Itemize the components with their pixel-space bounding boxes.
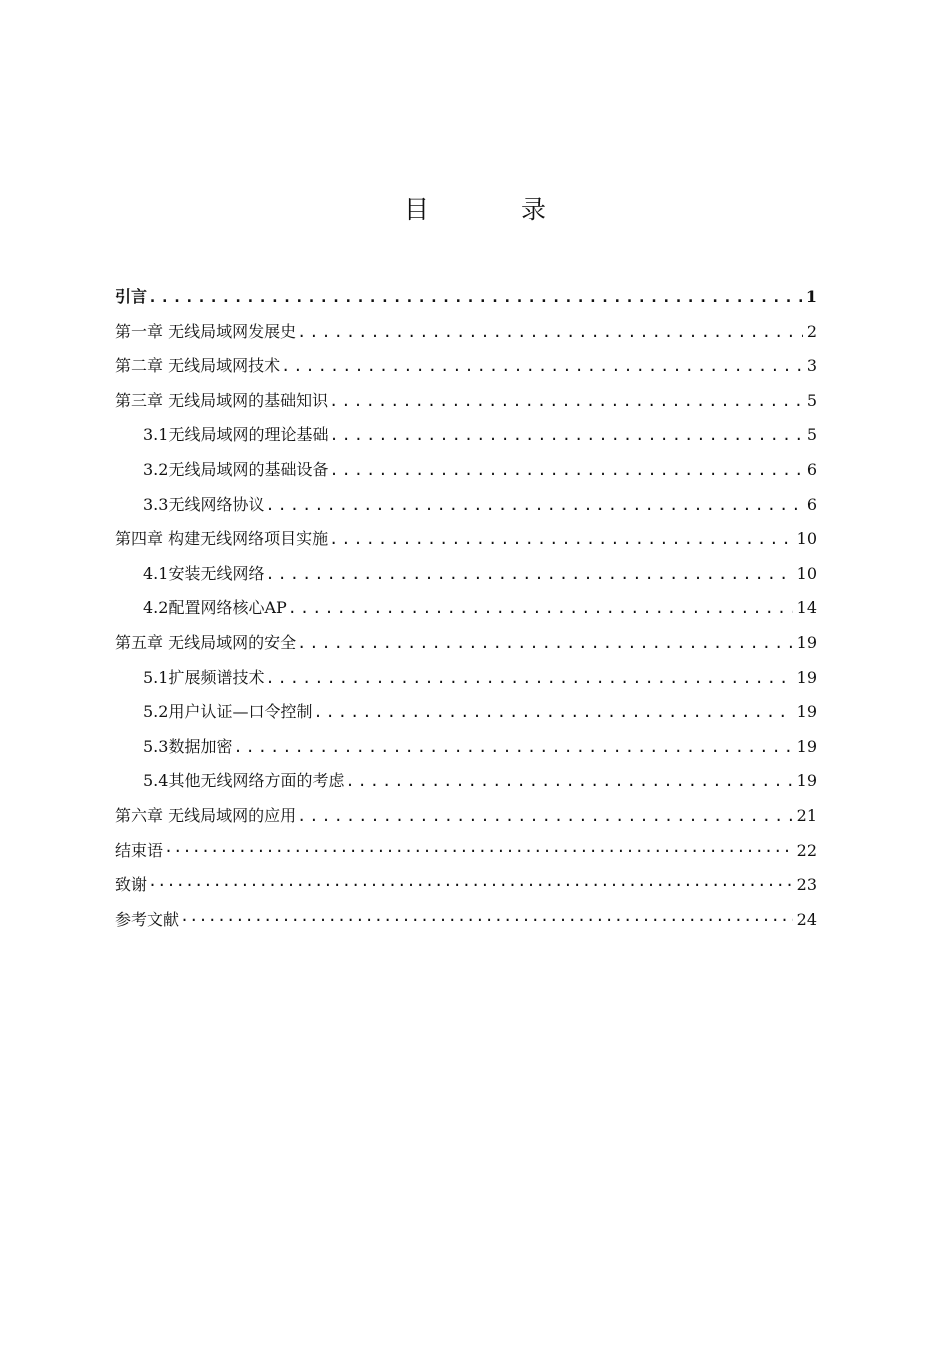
- toc-entry-page-number: 21: [796, 805, 817, 825]
- toc-entry-page-number: 2: [806, 321, 817, 341]
- toc-entry-label: 第五章 无线局域网的安全: [115, 632, 297, 652]
- toc-dot-leader: [329, 522, 793, 557]
- toc-entry-label: 3.3无线网络协议: [143, 494, 265, 514]
- toc-entry-label: 5.3数据加密: [143, 736, 233, 756]
- toc-dot-leader: [297, 799, 793, 834]
- toc-entry-page-number: 19: [796, 736, 817, 756]
- toc-entry[interactable]: [115, 557, 817, 592]
- toc-dot-leader: [329, 384, 803, 419]
- toc-entry-label: 3.2无线局域网的基础设备: [143, 459, 329, 479]
- toc-dot-leader: [288, 591, 793, 626]
- toc-entry-label: 5.2用户认证—口令控制: [143, 702, 313, 722]
- toc-entry[interactable]: [115, 453, 817, 488]
- toc-entry[interactable]: [115, 695, 817, 730]
- toc-entry-label: 致谢: [115, 875, 148, 895]
- toc-entry[interactable]: [115, 661, 817, 696]
- toc-dot-leader: [265, 661, 792, 696]
- toc-entry[interactable]: [115, 522, 817, 557]
- toc-entry-page-number: 10: [796, 563, 817, 583]
- toc-entry[interactable]: [115, 384, 817, 419]
- toc-dot-leader: [148, 280, 802, 315]
- toc-entry-label: 第四章 构建无线网络项目实施: [115, 529, 329, 549]
- toc-dot-leader: [281, 349, 803, 384]
- toc-entry[interactable]: [115, 488, 817, 523]
- toc-dot-leader: [164, 834, 793, 869]
- toc-entry-label: 参考文献: [115, 909, 180, 929]
- toc-entry-page-number: 1: [805, 287, 817, 306]
- toc-entry-page-number: 19: [796, 702, 817, 722]
- toc-dot-leader: [297, 315, 803, 350]
- toc-entry-page-number: 19: [796, 771, 817, 791]
- toc-dot-leader: [180, 903, 793, 938]
- toc-dot-leader: [329, 453, 802, 488]
- toc-entry[interactable]: [115, 730, 817, 765]
- toc-entry[interactable]: [115, 764, 817, 799]
- toc-dot-leader: [148, 868, 793, 903]
- toc-entry-page-number: 14: [796, 598, 817, 618]
- toc-entry-page-number: 23: [796, 875, 817, 895]
- toc-dot-leader: [297, 626, 793, 661]
- toc-entry-page-number: 5: [806, 425, 817, 445]
- toc-entry[interactable]: [115, 315, 817, 350]
- toc-entry-label: 第二章 无线局域网技术: [115, 356, 281, 376]
- toc-entry-label: 第三章 无线局域网的基础知识: [115, 390, 329, 410]
- toc-entry[interactable]: [115, 626, 817, 661]
- toc-entry-page-number: 24: [796, 909, 817, 929]
- toc-entry-label: 第六章 无线局域网的应用: [115, 805, 297, 825]
- toc-dot-leader: [345, 764, 792, 799]
- toc-entry[interactable]: [115, 903, 817, 938]
- toc-dot-leader: [265, 557, 792, 592]
- toc-entry-label: 4.1安装无线网络: [143, 563, 265, 583]
- toc-entry-label: 第一章 无线局域网发展史: [115, 321, 297, 341]
- toc-entry-page-number: 6: [806, 459, 817, 479]
- toc-entry-label: 3.1无线局域网的理论基础: [143, 425, 329, 445]
- toc-entry-page-number: 5: [806, 390, 817, 410]
- toc-entry[interactable]: [115, 834, 817, 869]
- page-title: 目 录: [404, 195, 588, 224]
- toc-entry-page-number: 6: [806, 494, 817, 514]
- toc-entry-page-number: 3: [806, 356, 817, 376]
- toc-entry-label: 结束语: [115, 840, 164, 860]
- toc-entry[interactable]: [115, 799, 817, 834]
- toc-dot-leader: [329, 418, 802, 453]
- toc-entry[interactable]: [115, 868, 817, 903]
- toc-entry-page-number: 19: [796, 632, 817, 652]
- toc-entry-label: 引言: [115, 287, 148, 306]
- toc-entry-page-number: 22: [796, 840, 817, 860]
- toc-entry-label: 5.1扩展频谱技术: [143, 667, 265, 687]
- toc-entry-page-number: 19: [796, 667, 817, 687]
- toc-dot-leader: [233, 730, 792, 765]
- toc-entry[interactable]: [115, 418, 817, 453]
- toc-entry-page-number: 10: [796, 529, 817, 549]
- toc-entry[interactable]: [115, 591, 817, 626]
- toc-entry[interactable]: [115, 280, 817, 315]
- toc-entry[interactable]: [115, 349, 817, 384]
- table-of-contents: [115, 280, 817, 937]
- toc-entry-label: 4.2配置网络核心AP: [143, 598, 287, 618]
- toc-dot-leader: [313, 695, 792, 730]
- toc-entry-label: 5.4其他无线网络方面的考虑: [143, 771, 345, 791]
- toc-dot-leader: [265, 488, 802, 523]
